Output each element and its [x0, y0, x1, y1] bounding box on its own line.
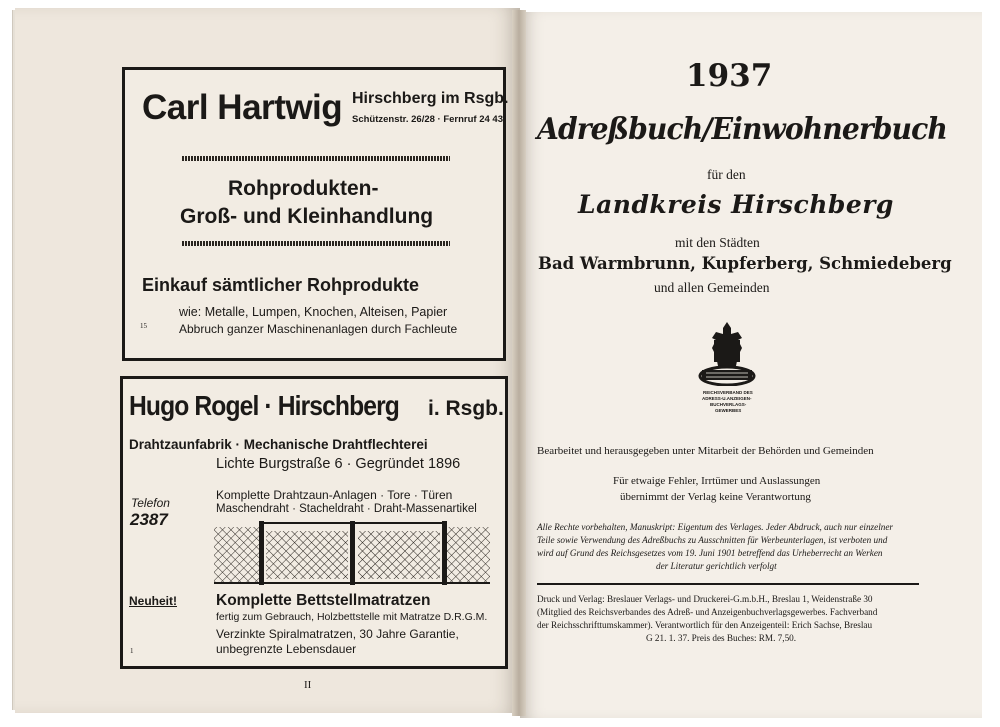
- ad2-mark: 1: [130, 647, 134, 655]
- eagle-emblem-icon: [698, 320, 756, 386]
- emblem-text2: ADRESS-U.ANZEIGEN-: [702, 396, 752, 401]
- ad1-mark: 15: [140, 322, 147, 330]
- ad2-line4: unbegrenzte Lebensdauer: [216, 642, 357, 656]
- ad2-new-label: Neuheit!: [129, 594, 177, 608]
- print-line2: (Mitglied des Reichsverbandes des Adreß- und Anzeigenbuchverlagsgewerbes. Fachverband: [537, 607, 878, 617]
- ad2-products1: Komplette Drahtzaun-Anlagen · Tore · Türen: [216, 488, 453, 502]
- fuer-den: für den: [707, 167, 746, 182]
- print-line1: Druck und Verlag: Breslauer Verlags- und Druckerei-G.m.b.H., Breslau 1, Weidenstraße 30: [537, 594, 873, 604]
- ad2-company-suffix: i. Rsgb.: [428, 397, 504, 420]
- ad1-detail1: wie: Metalle, Lumpen, Knochen, Alteisen, Papier: [179, 305, 448, 319]
- ad1-city: Hirschberg im Rsgb.: [352, 90, 509, 107]
- ad1-line1: Rohprodukten-: [228, 177, 379, 200]
- edited-by: Bearbeitet und herausgegeben unter Mitarbeit der Behörden und Gemeinden: [537, 445, 874, 457]
- ad1-detail2: Abbruch ganzer Maschinenanlagen durch Fachleute: [179, 322, 458, 336]
- title: Adreßbuch/Einwohnerbuch: [537, 112, 947, 147]
- ad1-line2: Groß- und Kleinhandlung: [180, 205, 434, 228]
- emblem-text1: REICHSVERBAND DES: [703, 390, 753, 395]
- cities: Bad Warmbrunn, Kupferberg, Schmiedeberg: [538, 254, 952, 273]
- year: 1937: [686, 58, 773, 94]
- ad2-address: Lichte Burgstraße 6 · Gegründet 1896: [216, 456, 461, 472]
- mit-den: mit den Städten: [675, 235, 760, 250]
- errors-line1: Für etwaige Fehler, Irrtümer und Auslassungen: [613, 475, 821, 487]
- ad2-products2: Maschendraht · Stacheldraht · Draht-Massenartikel: [216, 503, 477, 515]
- fence-illustration: [214, 521, 490, 586]
- emblem-text3: BUCHVERLAGS-: [710, 402, 747, 407]
- print-line4: G 21. 1. 37. Preis des Buches: RM. 7,50.: [646, 633, 797, 643]
- emblem-text4: GEWERBES: [715, 408, 742, 413]
- rights-line4: der Literatur gerichtlich verfolgt: [656, 561, 777, 571]
- rights-line3: wird auf Grund des Reichsgesetzes vom 19. Juni 1901 betreffend das Urheberrecht an Werken: [537, 548, 883, 558]
- rights-line1: Alle Rechte vorbehalten, Manuskript: Eigentum des Verlages. Jeder Abdruck, auch nur einzelner: [537, 522, 894, 532]
- und-allen: und allen Gemeinden: [654, 280, 770, 295]
- ad1-address: Schützenstr. 26/28 · Fernruf 24 43: [352, 114, 504, 125]
- ad2-company: Hugo Rogel · Hirschberg: [129, 390, 399, 421]
- ad2-phone-label: Telefon: [131, 496, 170, 510]
- rights-line2: Teile sowie Verwendung des Adreßbuchs zu Ausschnitten für Werbeunterlagen, ist verboten und: [537, 535, 888, 545]
- book-gutter: [512, 10, 526, 716]
- ad2-subtitle: Drahtzaunfabrik · Mechanische Drahtflechterei: [129, 437, 428, 452]
- divider-rule: [537, 583, 919, 585]
- ad2-phone: 2387: [130, 510, 168, 529]
- ad1-rule-top: [182, 156, 450, 161]
- ad2-new-detail: fertig zum Gebrauch, Holzbettstelle mit Matratze D.R.G.M.: [216, 611, 488, 623]
- region: Landkreis Hirschberg: [578, 190, 894, 219]
- ad2-line3: Verzinkte Spiralmatratzen, 30 Jahre Garantie,: [216, 627, 459, 641]
- ad1-rule-bottom: [182, 241, 450, 246]
- ad1-company: Carl Hartwig: [142, 88, 343, 127]
- print-line3: der Reichsschrifttumskammer). Verantwortlich für den Anzeigenteil: Erich Sachse, Breslau: [537, 620, 873, 630]
- errors-line2: übernimmt der Verlag keine Verantwortung: [620, 491, 811, 503]
- ad1-headline: Einkauf sämtlicher Rohprodukte: [142, 275, 420, 295]
- left-page-number: II: [304, 679, 312, 691]
- ad2-new-product: Komplette Bettstellmatratzen: [216, 592, 431, 609]
